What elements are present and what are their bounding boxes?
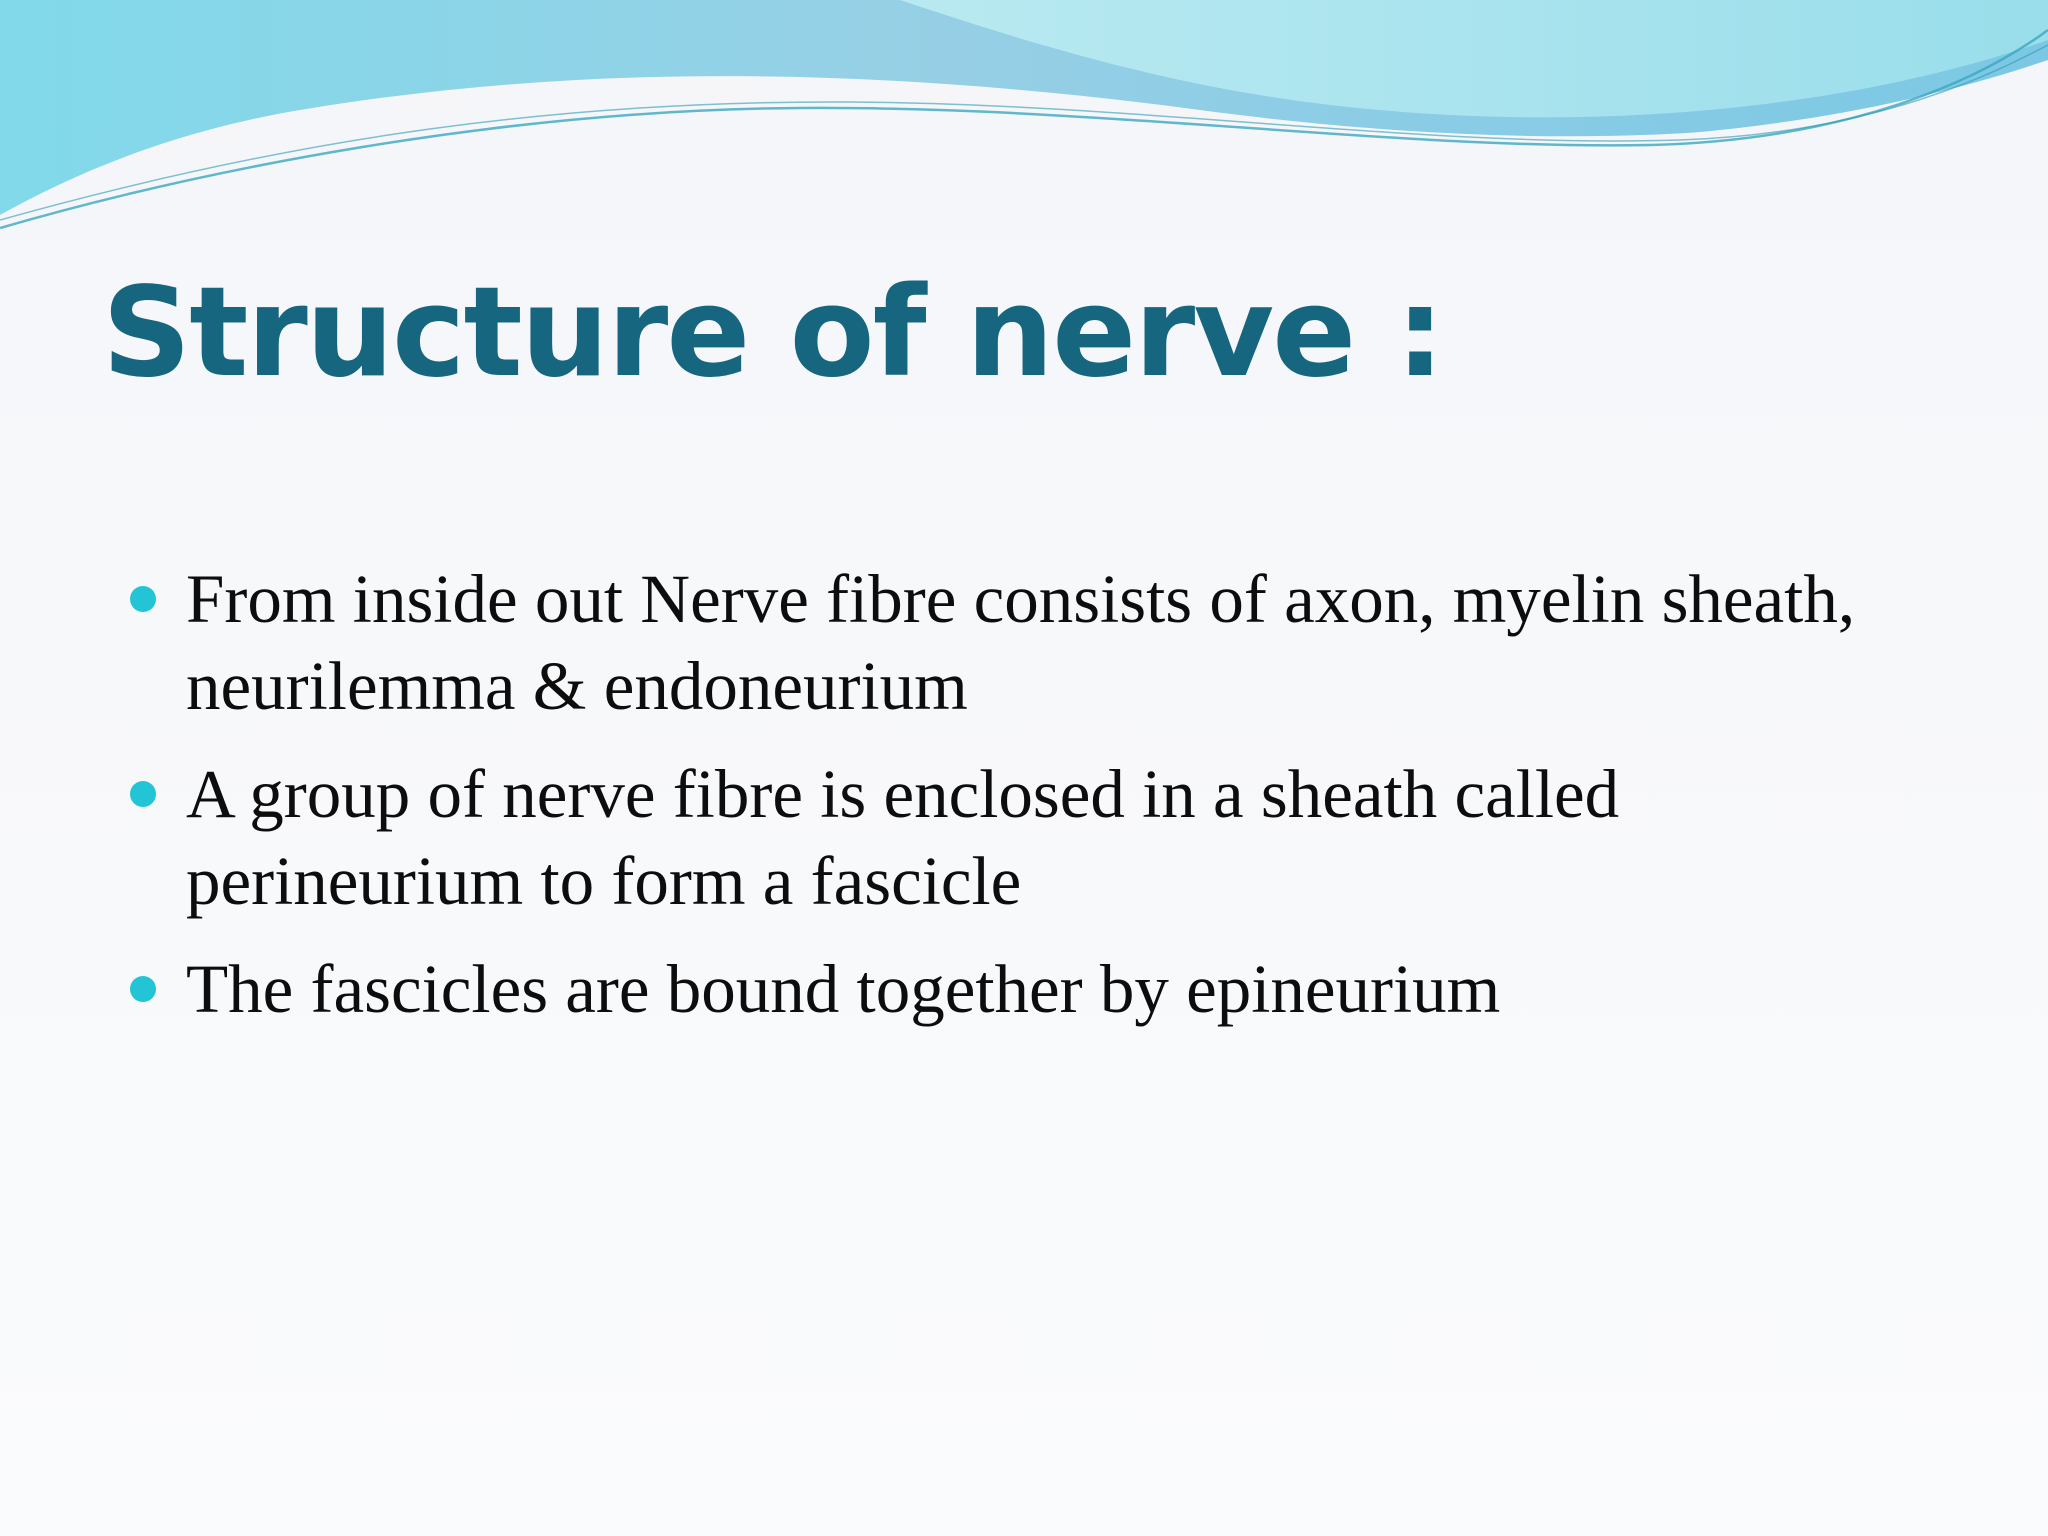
bullet-text: From inside out Nerve fibre consists of axon, myelin sheath, neurilemma & endoneurium	[186, 561, 1856, 724]
slide-title: Structure of nerve :	[102, 261, 1444, 405]
bullet-text: The fascicles are bound together by epineurium	[186, 951, 1501, 1027]
bullet-dot-icon	[130, 781, 156, 807]
bullet-text: A group of nerve fibre is enclosed in a sheath called perineurium to form a fascicle	[186, 756, 1620, 919]
bullet-list	[130, 556, 1910, 1054]
bullet-item	[130, 751, 1910, 925]
bullet-dot-icon	[130, 976, 156, 1002]
decorative-wave-banner	[0, 0, 2048, 240]
bullet-item	[130, 556, 1910, 730]
bullet-item	[130, 946, 1910, 1033]
bullet-dot-icon	[130, 586, 156, 612]
